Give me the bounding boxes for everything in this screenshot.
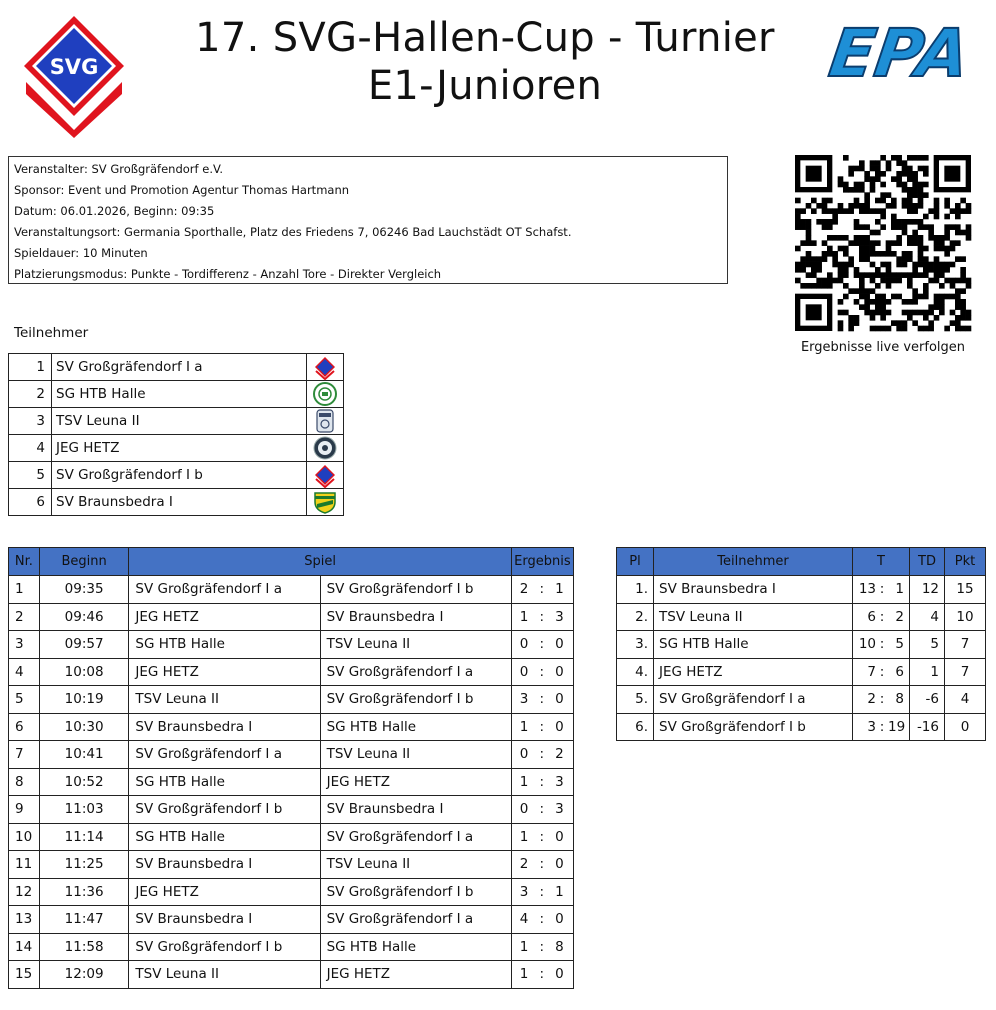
goals-home: 0: [519, 801, 529, 818]
game-row: [9, 741, 574, 769]
standing-td: 12: [910, 576, 945, 604]
standing-goals: [853, 658, 910, 686]
game-beginn: 10:41: [39, 741, 129, 769]
participant-row: [9, 435, 344, 462]
game-nr: 9: [9, 796, 40, 824]
col-spiel: Spiel: [129, 548, 511, 576]
title-line-2: E1-Junioren: [367, 63, 603, 109]
goals-against: 8: [895, 691, 904, 708]
info-modus: Platzierungsmodus: Punkte - Tordifferenz - Anzahl Tore - Direkter Vergleich: [14, 267, 442, 281]
col-nr: Nr.: [9, 548, 40, 576]
goals-for: 7: [867, 663, 876, 680]
game-home: SV Braunsbedra I: [129, 713, 320, 741]
game-nr: 6: [9, 713, 40, 741]
score-separator: :: [539, 608, 545, 625]
standing-goals: [853, 603, 910, 631]
game-away: SV Großgräfendorf I b: [320, 686, 511, 714]
game-result: [511, 741, 573, 769]
goals-away: 1: [555, 883, 564, 900]
participants-table: [8, 353, 344, 516]
standings-table: [616, 547, 986, 741]
goals-away: 3: [555, 608, 564, 625]
info-ort: Veranstaltungsort: Germania Sporthalle, Platz des Friedens 7, 06246 Bad Lauchstädt OT Schafst.: [14, 225, 572, 239]
game-home: SV Großgräfendorf I b: [129, 933, 320, 961]
game-row: [9, 768, 574, 796]
participant-nr: 1: [9, 354, 52, 381]
game-beginn: 10:30: [39, 713, 129, 741]
game-away: SG HTB Halle: [320, 713, 511, 741]
game-home: SV Braunsbedra I: [129, 851, 320, 879]
goals-for: 13: [858, 581, 876, 598]
game-nr: 15: [9, 961, 40, 989]
score-separator: :: [539, 883, 545, 900]
standing-td: 1: [910, 658, 945, 686]
game-result: [511, 713, 573, 741]
goals-away: 0: [555, 636, 564, 653]
goals-separator: :: [879, 581, 885, 598]
standing-goals: [853, 686, 910, 714]
score-separator: :: [539, 828, 545, 845]
col-pl: Pl: [617, 548, 654, 576]
goals-away: 8: [555, 938, 564, 955]
game-result: [511, 576, 573, 604]
participant-logo: [307, 489, 344, 516]
participant-row: [9, 489, 344, 516]
game-beginn: 11:58: [39, 933, 129, 961]
participant-name: JEG HETZ: [52, 435, 307, 462]
game-away: TSV Leuna II: [320, 741, 511, 769]
game-home: SV Großgräfendorf I a: [129, 741, 320, 769]
participant-row: [9, 381, 344, 408]
col-t: T: [853, 548, 910, 576]
game-home: JEG HETZ: [129, 878, 320, 906]
game-beginn: 11:25: [39, 851, 129, 879]
qr-caption: Ergebnisse live verfolgen: [800, 340, 966, 355]
game-result: [511, 823, 573, 851]
game-home: JEG HETZ: [129, 658, 320, 686]
htb-club-icon: [313, 382, 337, 406]
score-separator: :: [539, 938, 545, 955]
goals-home: 0: [519, 663, 529, 680]
standing-pkt: 7: [945, 631, 986, 659]
game-row: [9, 796, 574, 824]
game-away: SV Großgräfendorf I a: [320, 906, 511, 934]
goals-against: 1: [895, 581, 904, 598]
goals-separator: :: [879, 608, 885, 625]
goals-away: 2: [555, 746, 564, 763]
game-nr: 14: [9, 933, 40, 961]
goals-away: 0: [555, 691, 564, 708]
participants-label: Teilnehmer: [14, 325, 89, 341]
goals-for: 2: [867, 691, 876, 708]
game-nr: 3: [9, 631, 40, 659]
game-row: [9, 631, 574, 659]
goals-away: 0: [555, 856, 564, 873]
participant-logo: [307, 408, 344, 435]
score-separator: :: [539, 773, 545, 790]
standing-team: TSV Leuna II: [654, 603, 853, 631]
goals-away: 0: [555, 828, 564, 845]
goals-home: 0: [519, 636, 529, 653]
game-beginn: 12:09: [39, 961, 129, 989]
info-veranstalter: Veranstalter: SV Großgräfendorf e.V.: [14, 162, 224, 176]
game-beginn: 10:19: [39, 686, 129, 714]
goals-home: 1: [519, 608, 529, 625]
game-result: [511, 961, 573, 989]
game-row: [9, 961, 574, 989]
score-separator: :: [539, 718, 545, 735]
game-nr: 13: [9, 906, 40, 934]
game-beginn: 11:14: [39, 823, 129, 851]
score-separator: :: [539, 746, 545, 763]
standing-pkt: 10: [945, 603, 986, 631]
game-away: SV Braunsbedra I: [320, 603, 511, 631]
game-nr: 5: [9, 686, 40, 714]
game-home: TSV Leuna II: [129, 686, 320, 714]
game-result: [511, 603, 573, 631]
goals-away: 0: [555, 718, 564, 735]
standing-pkt: 0: [945, 713, 986, 741]
score-separator: :: [539, 636, 545, 653]
participant-logo: [307, 354, 344, 381]
standing-row: [617, 576, 986, 604]
goals-home: 4: [519, 911, 529, 928]
game-beginn: 10:08: [39, 658, 129, 686]
participant-row: [9, 354, 344, 381]
game-row: [9, 658, 574, 686]
game-away: JEG HETZ: [320, 961, 511, 989]
standing-td: 4: [910, 603, 945, 631]
game-home: SV Großgräfendorf I b: [129, 796, 320, 824]
game-row: [9, 933, 574, 961]
svg-club-logo: [22, 16, 126, 138]
info-datum: Datum: 06.01.2026, Beginn: 09:35: [14, 204, 215, 218]
goals-home: 1: [519, 773, 529, 790]
goals-away: 3: [555, 773, 564, 790]
game-beginn: 10:52: [39, 768, 129, 796]
participant-nr: 2: [9, 381, 52, 408]
game-beginn: 09:57: [39, 631, 129, 659]
standing-place: 1.: [617, 576, 654, 604]
goals-home: 3: [519, 691, 529, 708]
game-away: SV Großgräfendorf I a: [320, 658, 511, 686]
game-home: SV Großgräfendorf I a: [129, 576, 320, 604]
goals-for: 10: [858, 636, 876, 653]
goals-home: 1: [519, 718, 529, 735]
goals-home: 0: [519, 746, 529, 763]
game-home: SG HTB Halle: [129, 631, 320, 659]
game-home: TSV Leuna II: [129, 961, 320, 989]
info-box: [8, 156, 728, 284]
score-separator: :: [539, 911, 545, 928]
game-away: SV Großgräfendorf I b: [320, 576, 511, 604]
participant-logo: [307, 462, 344, 489]
game-row: [9, 823, 574, 851]
info-sponsor: Sponsor: Event und Promotion Agentur Thomas Hartmann: [14, 183, 350, 197]
score-separator: :: [539, 966, 545, 983]
game-nr: 12: [9, 878, 40, 906]
game-row: [9, 878, 574, 906]
goals-separator: :: [879, 718, 885, 735]
game-row: [9, 576, 574, 604]
game-beginn: 09:46: [39, 603, 129, 631]
game-nr: 2: [9, 603, 40, 631]
goals-for: 3: [867, 718, 876, 735]
page-title: [140, 14, 830, 110]
goals-away: 0: [555, 663, 564, 680]
goals-against: 6: [895, 663, 904, 680]
epa-logo-text: EPA: [824, 14, 975, 92]
goals-separator: :: [879, 636, 885, 653]
game-nr: 11: [9, 851, 40, 879]
participant-nr: 5: [9, 462, 52, 489]
game-away: SV Braunsbedra I: [320, 796, 511, 824]
standing-row: [617, 713, 986, 741]
standing-place: 5.: [617, 686, 654, 714]
participant-name: TSV Leuna II: [52, 408, 307, 435]
braunsbedra-club-icon: [313, 490, 337, 514]
col-beginn: Beginn: [39, 548, 129, 576]
game-home: JEG HETZ: [129, 603, 320, 631]
goals-against: 2: [895, 608, 904, 625]
game-result: [511, 933, 573, 961]
game-beginn: 11:47: [39, 906, 129, 934]
game-row: [9, 713, 574, 741]
standing-place: 4.: [617, 658, 654, 686]
participant-name: SV Großgräfendorf I a: [52, 354, 307, 381]
game-row: [9, 603, 574, 631]
game-nr: 1: [9, 576, 40, 604]
svg-logo-text: SVG: [49, 55, 99, 79]
standing-place: 6.: [617, 713, 654, 741]
games-table: [8, 547, 574, 989]
game-away: JEG HETZ: [320, 768, 511, 796]
participant-nr: 3: [9, 408, 52, 435]
leuna-club-icon: [313, 409, 337, 433]
standing-row: [617, 631, 986, 659]
score-separator: :: [539, 691, 545, 708]
game-result: [511, 851, 573, 879]
game-result: [511, 658, 573, 686]
game-result: [511, 906, 573, 934]
game-away: TSV Leuna II: [320, 851, 511, 879]
title-line-1: 17. SVG-Hallen-Cup - Turnier: [195, 15, 775, 61]
col-team: Teilnehmer: [654, 548, 853, 576]
info-spieldauer: Spieldauer: 10 Minuten: [14, 246, 148, 260]
qr-code[interactable]: [795, 155, 971, 331]
standing-row: [617, 686, 986, 714]
game-away: TSV Leuna II: [320, 631, 511, 659]
standing-pkt: 7: [945, 658, 986, 686]
goals-home: 2: [519, 856, 529, 873]
participant-name: SV Großgräfendorf I b: [52, 462, 307, 489]
col-ergebnis: Ergebnis: [511, 548, 573, 576]
goals-home: 1: [519, 938, 529, 955]
participant-nr: 6: [9, 489, 52, 516]
game-row: [9, 906, 574, 934]
goals-separator: :: [879, 691, 885, 708]
participant-row: [9, 462, 344, 489]
standing-place: 2.: [617, 603, 654, 631]
svg-club-icon: [313, 463, 337, 487]
participant-logo: [307, 381, 344, 408]
standing-goals: [853, 713, 910, 741]
col-td: TD: [910, 548, 945, 576]
epa-logo: [824, 12, 975, 140]
game-home: SV Braunsbedra I: [129, 906, 320, 934]
game-result: [511, 686, 573, 714]
standing-td: -16: [910, 713, 945, 741]
game-nr: 10: [9, 823, 40, 851]
game-away: SV Großgräfendorf I a: [320, 823, 511, 851]
standing-pkt: 4: [945, 686, 986, 714]
game-beginn: 11:03: [39, 796, 129, 824]
participant-row: [9, 408, 344, 435]
standing-team: JEG HETZ: [654, 658, 853, 686]
game-home: SG HTB Halle: [129, 768, 320, 796]
goals-separator: :: [879, 663, 885, 680]
participant-name: SG HTB Halle: [52, 381, 307, 408]
game-beginn: 09:35: [39, 576, 129, 604]
standing-row: [617, 658, 986, 686]
goals-away: 0: [555, 911, 564, 928]
standing-row: [617, 603, 986, 631]
game-row: [9, 851, 574, 879]
goals-away: 1: [555, 581, 564, 598]
goals-home: 1: [519, 828, 529, 845]
game-nr: 4: [9, 658, 40, 686]
game-nr: 7: [9, 741, 40, 769]
game-result: [511, 768, 573, 796]
game-away: SV Großgräfendorf I b: [320, 878, 511, 906]
standing-team: SV Braunsbedra I: [654, 576, 853, 604]
game-row: [9, 686, 574, 714]
standing-pkt: 15: [945, 576, 986, 604]
game-result: [511, 631, 573, 659]
goals-against: 19: [888, 718, 906, 735]
score-separator: :: [539, 663, 545, 680]
score-separator: :: [539, 856, 545, 873]
participant-nr: 4: [9, 435, 52, 462]
goals-for: 6: [867, 608, 876, 625]
score-separator: :: [539, 581, 545, 598]
standing-team: SG HTB Halle: [654, 631, 853, 659]
standing-td: -6: [910, 686, 945, 714]
standing-place: 3.: [617, 631, 654, 659]
game-result: [511, 878, 573, 906]
standing-team: SV Großgräfendorf I b: [654, 713, 853, 741]
goals-home: 1: [519, 966, 529, 983]
game-home: SG HTB Halle: [129, 823, 320, 851]
game-beginn: 11:36: [39, 878, 129, 906]
goals-home: 3: [519, 883, 529, 900]
goals-home: 2: [519, 581, 529, 598]
col-pkt: Pkt: [945, 548, 986, 576]
goals-away: 0: [555, 966, 564, 983]
goals-away: 3: [555, 801, 564, 818]
hetz-club-icon: [313, 436, 337, 460]
goals-against: 5: [895, 636, 904, 653]
game-nr: 8: [9, 768, 40, 796]
participant-logo: [307, 435, 344, 462]
standing-goals: [853, 631, 910, 659]
game-away: SG HTB Halle: [320, 933, 511, 961]
participant-name: SV Braunsbedra I: [52, 489, 307, 516]
standing-td: 5: [910, 631, 945, 659]
standing-goals: [853, 576, 910, 604]
svg-club-icon: [313, 355, 337, 379]
game-result: [511, 796, 573, 824]
score-separator: :: [539, 801, 545, 818]
standing-team: SV Großgräfendorf I a: [654, 686, 853, 714]
